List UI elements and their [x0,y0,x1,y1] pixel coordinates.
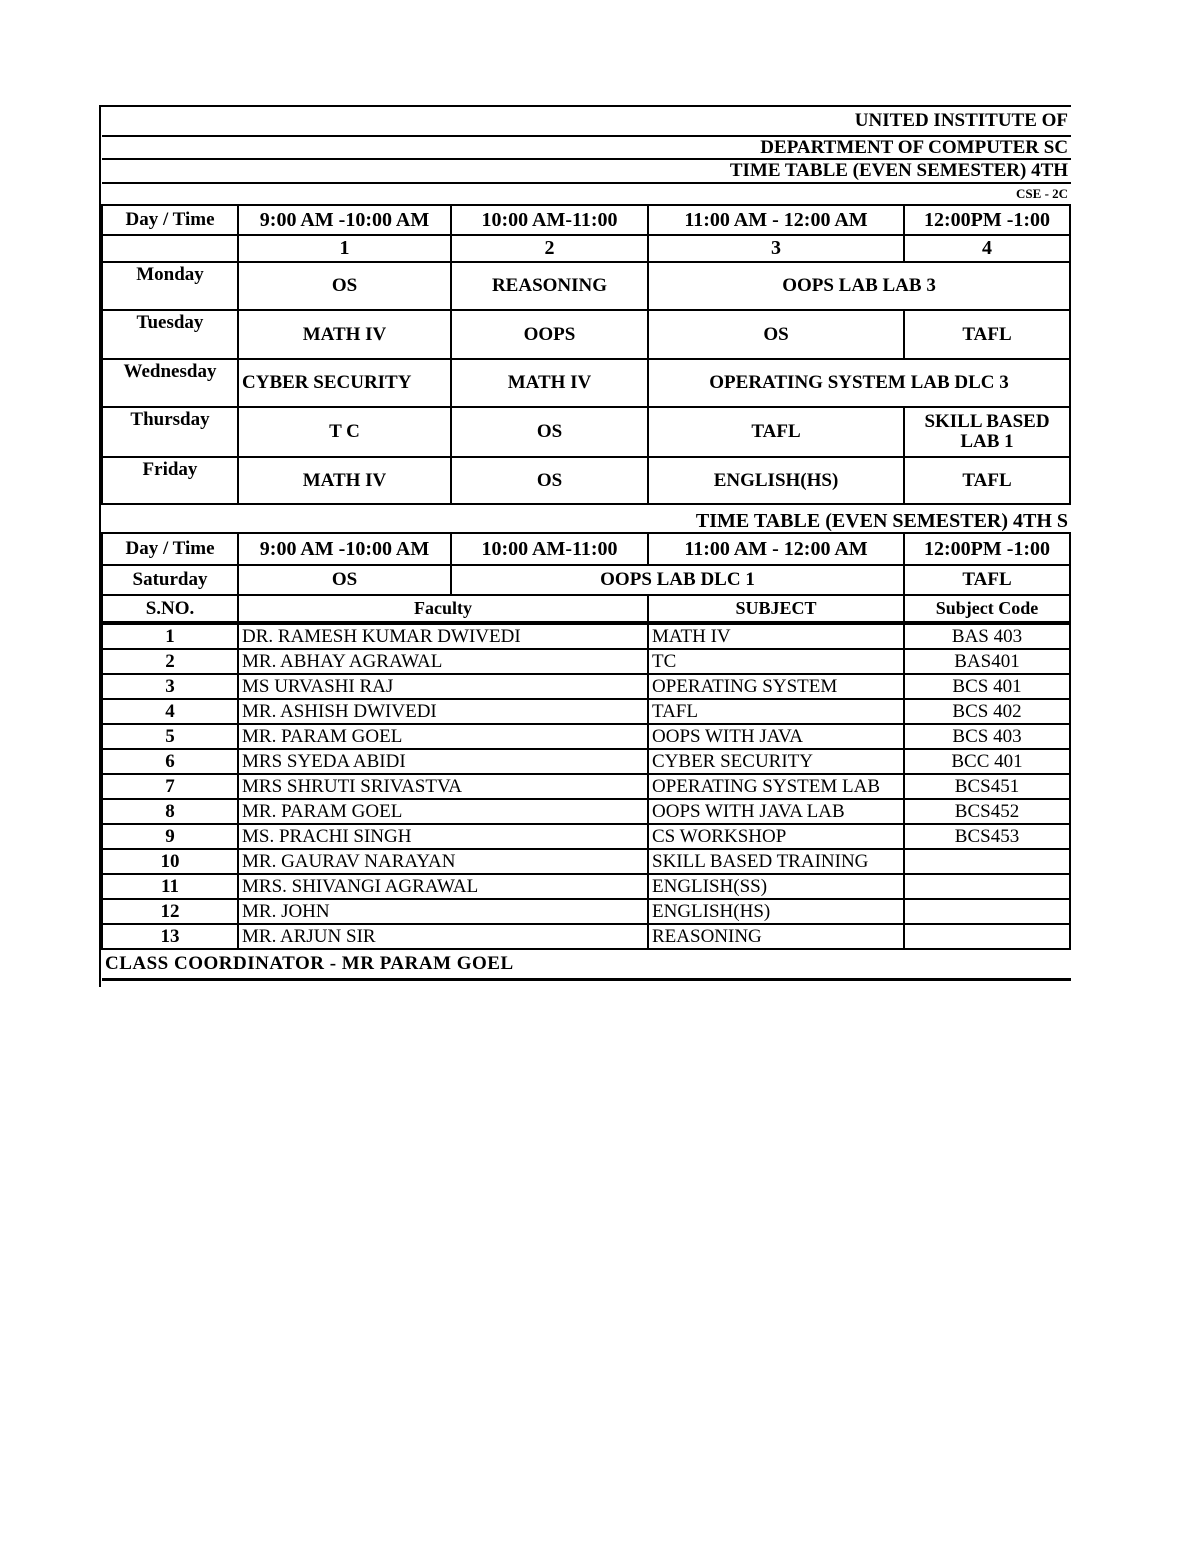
period-2-number: 2 [451,235,648,262]
timetable-cell: OS [238,565,451,595]
row-number: 2 [102,649,238,674]
faculty-name: MS. PRACHI SINGH [238,824,648,849]
timetable-cell: SKILL BASED LAB 1 [904,407,1070,457]
row-number: 9 [102,824,238,849]
timetable-cell: OOPS [451,310,648,359]
timetable-cell: OPERATING SYSTEM LAB DLC 3 [648,359,1070,407]
faculty-header-row [102,595,1071,622]
subject-name: TC [648,649,904,674]
subject-code: BCC 401 [904,749,1070,774]
department-name: DEPARTMENT OF COMPUTER SC [102,136,1070,159]
row-number: 8 [102,799,238,824]
timetable-cell: CYBER SECURITY [238,359,451,407]
subject-name: OOPS WITH JAVA LAB [648,799,904,824]
subject-name: ENGLISH(SS) [648,874,904,899]
timetable-cell: TAFL [648,407,904,457]
subject-code: BAS 403 [904,624,1070,649]
faculty-name: MR. ASHISH DWIVEDI [238,699,648,724]
subject-code: BCS 402 [904,699,1070,724]
faculty-name: DR. RAMESH KUMAR DWIVEDI [238,624,648,649]
slot-1-header: 9:00 AM -10:00 AM [238,533,451,565]
faculty-name: MRS SHRUTI SRIVASTVA [238,774,648,799]
slot-1-header: 9:00 AM -10:00 AM [238,205,451,235]
period-3-number: 3 [648,235,904,262]
row-number: 11 [102,874,238,899]
timetable-cell: OS [238,262,451,310]
timetable-grid [101,107,1071,623]
row-number: 13 [102,924,238,949]
subject-name: OPERATING SYSTEM LAB [648,774,904,799]
faculty-row [102,824,1071,849]
day-label: Tuesday [102,310,238,359]
thursday-row [102,407,1071,457]
faculty-row [102,874,1071,899]
subject-name: SKILL BASED TRAINING [648,849,904,874]
faculty-name: MR. ARJUN SIR [238,924,648,949]
timetable-title: TIME TABLE (EVEN SEMESTER) 4TH [102,159,1070,183]
timetable-cell: MATH IV [451,359,648,407]
subject-name: MATH IV [648,624,904,649]
period-4-number: 4 [904,235,1070,262]
slot-4-header: 12:00PM -1:00 [904,205,1070,235]
saturday-row [102,565,1071,595]
timetable-cell: TAFL [904,310,1070,359]
faculty-name: MS URVASHI RAJ [238,674,648,699]
day-time-header: Day / Time [102,533,238,565]
slot-2-header: 10:00 AM-11:00 [451,205,648,235]
row-number: 6 [102,749,238,774]
subject-code [904,899,1070,924]
subject-code [904,924,1070,949]
friday-row [102,457,1071,504]
row-number: 5 [102,724,238,749]
timetable-cell: MATH IV [238,457,451,504]
slot-2-header: 10:00 AM-11:00 [451,533,648,565]
day-label: Saturday [102,565,238,595]
row-number: 7 [102,774,238,799]
wednesday-row [102,359,1071,407]
day-label: Wednesday [102,359,238,407]
sno-header: S.NO. [102,595,238,622]
subject-name: CYBER SECURITY [648,749,904,774]
timetable-cell: OS [451,457,648,504]
faculty-row [102,674,1071,699]
subject-code [904,849,1070,874]
faculty-row [102,899,1071,924]
subject-name: OOPS WITH JAVA [648,724,904,749]
slot-3-header: 11:00 AM - 12:00 AM [648,205,904,235]
day-time-header: Day / Time [102,205,238,235]
faculty-row [102,749,1071,774]
timetable-cell: ENGLISH(HS) [648,457,904,504]
faculty-header: Faculty [238,595,648,622]
faculty-name: MR. JOHN [238,899,648,924]
subject-name: ENGLISH(HS) [648,899,904,924]
row-number: 3 [102,674,238,699]
subject-code: BCS453 [904,824,1070,849]
timetable-cell: OS [648,310,904,359]
subject-code: BCS452 [904,799,1070,824]
period-1-number: 1 [238,235,451,262]
timetable-cell: OOPS LAB LAB 3 [648,262,1070,310]
timetable-sheet [99,105,1071,987]
section-label: CSE - 2C [102,183,1070,205]
class-coordinator: CLASS COORDINATOR - MR PARAM GOEL [102,949,1070,979]
timetable2-title: TIME TABLE (EVEN SEMESTER) 4TH S [102,504,1070,533]
timetable-cell: TAFL [904,565,1070,595]
day-label: Thursday [102,407,238,457]
subject-header: SUBJECT [648,595,904,622]
faculty-row [102,624,1071,649]
faculty-name: MRS. SHIVANGI AGRAWAL [238,874,648,899]
faculty-row [102,924,1071,949]
subject-code: BCS 403 [904,724,1070,749]
faculty-name: MR. GAURAV NARAYAN [238,849,648,874]
faculty-name: MR. PARAM GOEL [238,799,648,824]
subject-name: OPERATING SYSTEM [648,674,904,699]
timetable-cell: OOPS LAB DLC 1 [451,565,904,595]
subject-code [904,874,1070,899]
row-number: 12 [102,899,238,924]
monday-row [102,262,1071,310]
day-label: Friday [102,457,238,504]
subject-name: REASONING [648,924,904,949]
faculty-name: MR. PARAM GOEL [238,724,648,749]
faculty-row [102,849,1071,874]
subject-code-header: Subject Code [904,595,1070,622]
timetable-cell: OS [451,407,648,457]
faculty-row [102,649,1071,674]
faculty-name: MR. ABHAY AGRAWAL [238,649,648,674]
slot-4-header: 12:00PM -1:00 [904,533,1070,565]
faculty-row [102,774,1071,799]
subject-name: TAFL [648,699,904,724]
subject-code: BAS401 [904,649,1070,674]
faculty-row [102,799,1071,824]
day-label: Monday [102,262,238,310]
timetable-cell: MATH IV [238,310,451,359]
timetable-cell: TAFL [904,457,1070,504]
subject-name: CS WORKSHOP [648,824,904,849]
row-number: 4 [102,699,238,724]
slot-3-header: 11:00 AM - 12:00 AM [648,533,904,565]
timetable-cell: T C [238,407,451,457]
faculty-name: MRS SYEDA ABIDI [238,749,648,774]
subject-code: BCS451 [904,774,1070,799]
timetable-cell: REASONING [451,262,648,310]
tuesday-row [102,310,1071,359]
faculty-table [101,623,1071,981]
faculty-row [102,699,1071,724]
faculty-row [102,724,1071,749]
subject-code: BCS 401 [904,674,1070,699]
institute-name: UNITED INSTITUTE OF [102,107,1070,136]
row-number: 10 [102,849,238,874]
row-number: 1 [102,624,238,649]
